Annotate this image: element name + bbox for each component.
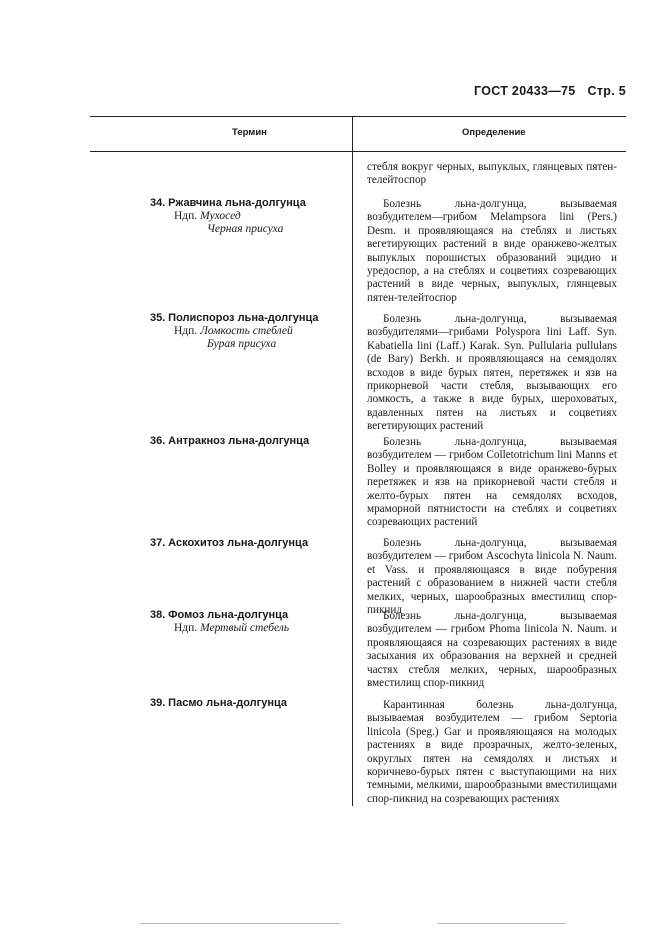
definition-35: Болезнь льна-долгунца, вызываемая возбудителями—грибами Polyspora lini Laff. Syn. Kabatiella lini (Laff.) Karak. Syn. Pullularia pullulans (de Bary) Berkh. и проявляющаяся на семядолях всходов в виде бурых пятен, перетяжек и язв на прикорневой части стебля, вызывающих его ломкость, а также в виде бурых, шероховатых, вдавленных пятен на листьях и соцветиях вегетирующих растений bbox=[367, 313, 617, 433]
table-header-rule bbox=[90, 151, 626, 152]
synonym-prefix: Ндп. bbox=[174, 325, 198, 337]
term-number: 34. bbox=[150, 197, 166, 209]
synonym: Черная присуха bbox=[207, 223, 284, 235]
definition-39: Карантинная болезнь льна-долгунца, вызываемая возбудителем — грибом Septoria linicola (Speg.) Gar и проявляющаяся на молодых растениях в виде прозрачных, желто-зеленых, округлых пятен на семядолях и листьях и коричнево-бурых пятен с выступающими на них темными, мелкими, шарообразными вместилищами спор-пикнид на созревающих растениях bbox=[367, 699, 617, 805]
table-top-rule bbox=[90, 116, 626, 117]
term-number: 35. bbox=[150, 312, 166, 324]
term-number: 36. bbox=[150, 435, 166, 447]
definition-continuation: стебля вокруг черных, выпуклых, глянцевых пятен-телейтоспор bbox=[367, 161, 617, 187]
column-header-definition: Определение bbox=[462, 127, 526, 138]
term-number: 37. bbox=[150, 537, 166, 549]
synonym: Мертвый стебель bbox=[200, 622, 290, 634]
term-title: Ржавчина льна-долгунца bbox=[168, 197, 306, 209]
term-number: 38. bbox=[150, 609, 166, 621]
term-number: 39. bbox=[150, 697, 166, 709]
definition-38: Болезнь льна-долгунца, вызываемая возбудителем — грибом Phoma linicola N. Naum. и проявляющаяся на созревающих растениях в виде засыхания их образования на верхней и средней частях стебля мелких, черных, шарообразных вместилищ спор-пикнид bbox=[367, 610, 617, 690]
term-38 bbox=[150, 609, 345, 635]
definition-36: Болезнь льна-долгунца, вызываемая возбудителем — грибом Colletotrichum lini Manns et Bolley и проявляющаяся в виде оранжево-бурых перетяжек и язв на прикорневой части стебля и желто-бурых пятен на семядолях всходов, мраморной пятнистости на стеблях и соцветиях созревающих растений bbox=[367, 436, 617, 529]
definition-37: Болезнь льна-долгунца, вызываемая возбудителем — грибом Ascochyta linicola N. Naum. et Vass. и проявляющаяся в виде побурения растений с образованием в нижней части стебля мелких, черных, шарообразных вместилищ спор-пикнид bbox=[367, 537, 617, 617]
synonym: Ломкость стеблей bbox=[200, 325, 293, 337]
term-title: Полиспороз льна-долгунца bbox=[168, 312, 319, 324]
definition-34: Болезнь льна-долгунца, вызываемая возбудителем—грибом Melampsora lini (Pers.) Desm. и проявляющаяся на стеблях и листьях вегетирующих растений в виде оранжево-желтых выпуклых порошистых образований эцидио и уредоспор, а на стеблях и соцветиях созревающих растений в виде черных, выпуклых, глянцевых пятен-телейтоспор bbox=[367, 198, 617, 304]
term-37 bbox=[150, 537, 345, 550]
synonym-prefix: Ндп. bbox=[174, 210, 198, 222]
footer-rule-left bbox=[140, 923, 340, 924]
term-title: Пасмо льна-долгунца bbox=[168, 697, 288, 709]
page-header bbox=[474, 84, 626, 98]
synonym-prefix: Ндп. bbox=[174, 622, 198, 634]
synonym: Бурая присуха bbox=[207, 338, 277, 350]
column-divider bbox=[352, 116, 353, 806]
standard-number: ГОСТ 20433—75 bbox=[473, 84, 576, 98]
term-title: Антракноз льна-долгунца bbox=[168, 435, 310, 447]
column-header-terms: Термин bbox=[232, 127, 267, 138]
term-34 bbox=[150, 197, 345, 236]
page-number: Стр. 5 bbox=[587, 84, 626, 98]
term-36 bbox=[150, 435, 345, 448]
synonym: Мухосед bbox=[200, 210, 241, 222]
term-title: Аскохитоз льна-долгунца bbox=[168, 537, 309, 549]
footer-rule-right bbox=[438, 923, 566, 924]
term-35 bbox=[150, 312, 345, 351]
term-39 bbox=[150, 697, 345, 710]
term-title: Фомоз льна-долгунца bbox=[168, 609, 289, 621]
